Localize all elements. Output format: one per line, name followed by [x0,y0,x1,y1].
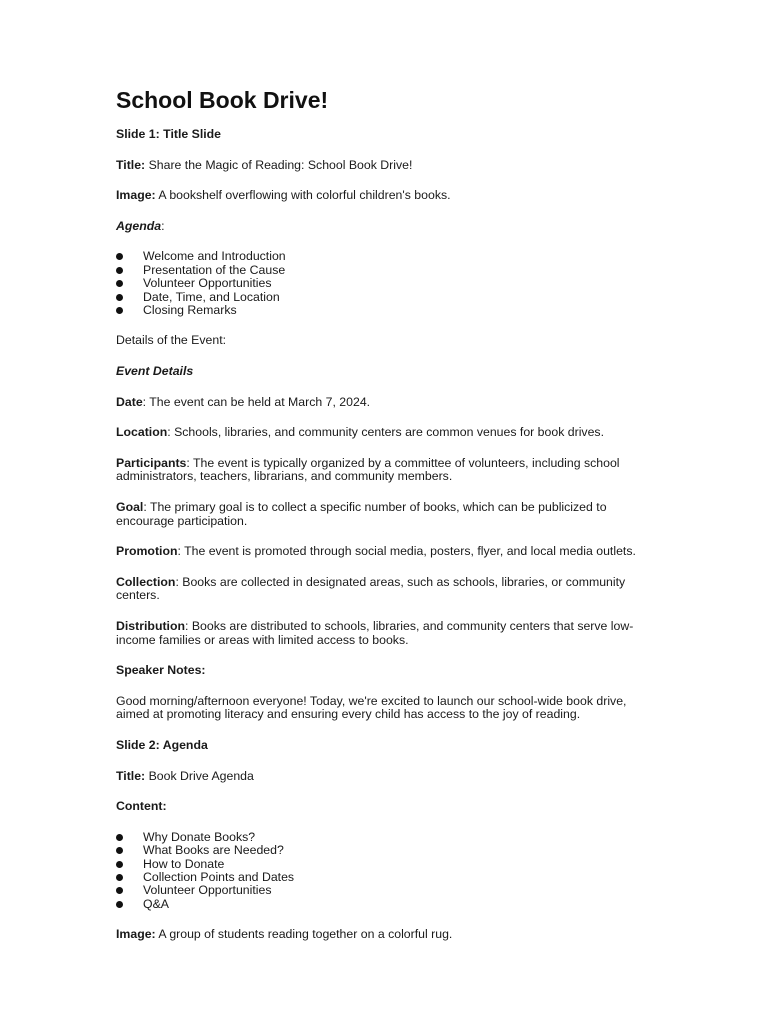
list-item-text: What Books are Needed? [143,843,284,858]
detail-goal [116,501,658,528]
event-details-heading [116,365,658,379]
list-item [116,304,658,317]
detail-label: Location [116,425,168,440]
bullet-icon [116,267,123,274]
list-item [116,871,658,884]
detail-text: : The primary goal is to collect a specific number of books, which can be publicized to encourage participation. [116,499,607,528]
list-item-text: Collection Points and Dates [143,869,295,884]
agenda-list [116,250,658,317]
bullet-icon [116,834,123,841]
content-heading [116,800,658,814]
slide2-image-line [116,928,658,942]
list-item-text: Date, Time, and Location [143,289,280,304]
detail-collection [116,576,658,603]
list-item-text: Presentation of the Cause [143,262,286,277]
detail-text: : The event can be held at March 7, 2024. [142,394,371,409]
slide1-image-text: A bookshelf overflowing with colorful children's books. [155,188,451,203]
event-details-label: Event Details [116,364,194,378]
speaker-notes-heading [116,664,658,678]
detail-text: : The event is typically organized by a committee of volunteers, including school administrators, teachers, librarians, and community members. [116,455,620,484]
bullet-icon [116,847,123,854]
detail-label: Distribution [116,618,185,633]
detail-text: : The event is promoted through social media, posters, flyer, and local media outlets. [177,544,636,559]
content-label: Content: [116,799,167,814]
detail-text: : Books are distributed to schools, libraries, and community centers that serve low-income families or areas with limited access to books. [116,618,634,647]
list-item [116,277,658,290]
list-item [116,831,658,844]
detail-label: Date [116,394,143,409]
list-item [116,898,658,911]
bullet-icon [116,887,123,894]
bullet-icon [116,901,123,908]
slide1-heading [116,128,658,142]
speaker-notes-text: Good morning/afternoon everyone! Today, we're excited to launch our school-wide book drive, aimed at promoting literacy and ensuring every child has access to the joy of reading. [116,693,627,722]
list-item-text: Welcome and Introduction [143,249,286,264]
bullet-icon [116,294,123,301]
list-item-text: Volunteer Opportunities [143,276,272,291]
agenda-heading [116,220,658,234]
bullet-icon [116,874,123,881]
list-item [116,250,658,263]
detail-text: : Books are collected in designated areas, such as schools, libraries, or community centers. [116,574,626,603]
detail-date [116,396,658,410]
bullet-icon [116,280,123,287]
agenda-label: Agenda [116,218,162,233]
detail-distribution [116,620,658,647]
list-item-text: How to Donate [143,856,225,871]
detail-text: : Schools, libraries, and community centers are common venues for book drives. [167,425,604,440]
detail-participants [116,457,658,484]
document-title: School Book Drive! [116,87,329,113]
bullet-icon [116,307,123,314]
slide2-heading-text: Slide 2: Agenda [116,737,208,752]
list-item [116,291,658,304]
list-item-text: Closing Remarks [143,303,237,317]
slide1-heading-text: Slide 1: Title Slide [116,127,222,141]
slide2-title-label: Title: [116,768,146,783]
detail-label: Collection [116,574,176,589]
detail-location [116,426,658,440]
slide2-title-text: Book Drive Agenda [145,768,254,783]
bullet-icon [116,861,123,868]
list-item-text: Volunteer Opportunities [143,883,272,898]
details-intro: Details of the Event: [116,333,227,348]
detail-promotion [116,545,658,559]
slide2-heading [116,739,658,753]
speaker-notes-label: Speaker Notes: [116,663,206,678]
slide1-title-text: Share the Magic of Reading: School Book Drive! [145,157,413,172]
list-item [116,844,658,857]
slide1-image-line [116,189,658,203]
detail-label: Goal [116,499,144,514]
detail-label: Promotion [116,544,178,559]
slide1-title-line [116,159,658,173]
agenda-colon: : [161,218,165,233]
list-item-text: Why Donate Books? [143,829,256,844]
list-item [116,858,658,871]
list-item-text: Q&A [143,896,169,911]
list-item [116,264,658,277]
bullet-icon [116,253,123,260]
slide2-image-text: A group of students reading together on a colorful rug. [155,927,453,942]
list-item [116,884,658,897]
slide1-title-label: Title: [116,157,146,172]
slide1-image-label: Image: [116,188,156,203]
slide2-title-line [116,770,658,784]
detail-label: Participants [116,455,187,470]
content-list [116,831,658,911]
slide2-image-label: Image: [116,927,156,942]
